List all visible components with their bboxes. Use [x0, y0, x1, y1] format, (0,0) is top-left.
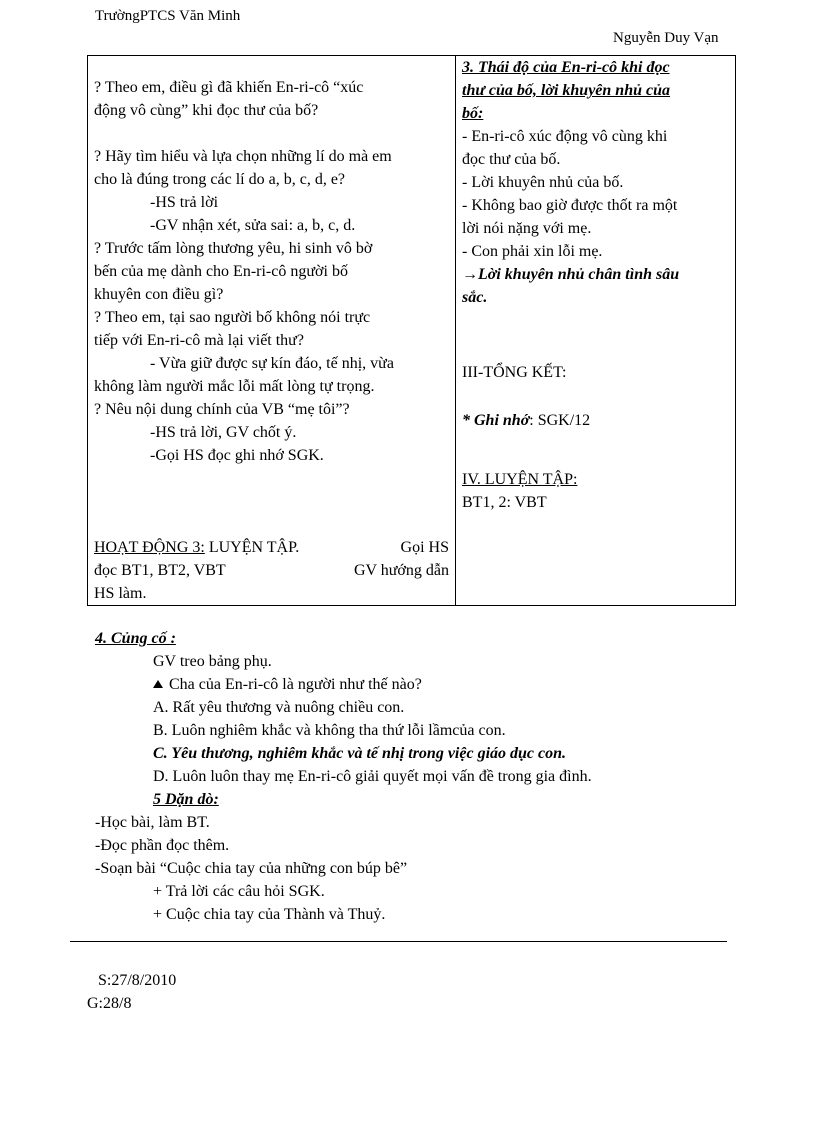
- lesson-table: [87, 55, 736, 606]
- teacher-activity-line: [94, 467, 449, 490]
- teacher-activity-line: ? Hãy tìm hiểu và lựa chọn những lí do mà em: [94, 148, 392, 165]
- option-d: D. Luôn luôn thay mẹ En-ri-cô giải quyết mọi vấn đề trong gia đình.: [153, 768, 592, 785]
- teacher-activity-line: ? Theo em, tại sao người bố không nói trực: [94, 309, 371, 326]
- teacher-activity-line: bến của mẹ dành cho En-ri-cô người bố: [94, 263, 348, 280]
- summary-heading: III-TỔNG KẾT:: [462, 364, 567, 381]
- consolidation-line: GV treo bảng phụ.: [153, 653, 272, 670]
- section-divider: [70, 941, 727, 942]
- lesson-content-cell: [456, 56, 736, 606]
- teacher-activity-line: - Vừa giữ được sự kín đáo, tế nhị, vừa: [150, 355, 394, 372]
- author-name: Nguyễn Duy Vạn: [613, 30, 719, 46]
- section3-title-line: bố:: [462, 105, 484, 122]
- teacher-activities-cell: [88, 56, 456, 606]
- teacher-activity-line: không làm người mắc lỗi mất lòng tự trọng.: [94, 378, 375, 395]
- section3-point: - Lời khuyên nhủ của bố.: [462, 174, 624, 191]
- practice-value: BT1, 2: VBT: [462, 494, 547, 511]
- date-s: S:27/8/2010: [98, 972, 177, 989]
- homework-subline: + Cuộc chia tay của Thành và Thuỷ.: [153, 906, 386, 923]
- question-text: Cha của En-ri-cô là người như thế nào?: [169, 676, 422, 693]
- section3-point: - Con phải xin lỗi mẹ.: [462, 243, 603, 260]
- teacher-activity-line: ? Trước tấm lòng thương yêu, hi sinh vô bờ: [94, 240, 373, 257]
- teacher-activity-line: ? Theo em, điều gì đã khiến En-ri-cô “xúc: [94, 79, 364, 96]
- note-value: : SGK/12: [529, 412, 591, 429]
- activity3-line1: [94, 536, 449, 559]
- triangle-bullet-icon: [153, 680, 163, 688]
- activity3-heading: HOẠT ĐỘNG 3:: [94, 539, 205, 556]
- activity3-title: LUYỆN TẬP.: [204, 539, 300, 556]
- homework-heading: 5 Dặn dò:: [153, 791, 219, 808]
- option-b: B. Luôn nghiêm khắc và không tha thứ lỗi lầmcủa con.: [153, 722, 506, 739]
- homework-line: -Đọc phần đọc thêm.: [95, 837, 230, 854]
- consolidation-section: [95, 627, 755, 926]
- teacher-activity-line: khuyên con điều gì?: [94, 286, 224, 303]
- teacher-activity-line: -GV nhận xét, sửa sai: a, b, c, d.: [150, 217, 356, 234]
- section3-point: - En-ri-cô xúc động vô cùng khi: [462, 128, 668, 145]
- teacher-activity-line: -HS trả lời: [150, 194, 219, 211]
- teacher-activity-line: -Gọi HS đọc ghi nhớ SGK.: [150, 447, 324, 464]
- homework-line: -Soạn bài “Cuộc chia tay của những con búp bê”: [95, 860, 408, 877]
- teacher-activity-line: -HS trả lời, GV chốt ý.: [150, 424, 297, 441]
- activity3-exercises: đọc BT1, BT2, VBT: [94, 562, 226, 579]
- teacher-activity-line: tiếp với En-ri-cô mà lại viết thư?: [94, 332, 304, 349]
- teacher-activity-line: [94, 490, 449, 513]
- section3-point: - Không bao giờ được thốt ra một: [462, 197, 678, 214]
- activity3-guide: GV hướng dẫn: [353, 562, 449, 579]
- section3-title-line: 3. Thái độ của En-ri-cô khi đọc: [462, 59, 670, 76]
- date-g: G:28/8: [87, 995, 132, 1012]
- teacher-activity-line: cho là đúng trong các lí do a, b, c, d, e?: [94, 171, 346, 188]
- teacher-activity-line: động vô cùng” khi đọc thư của bố?: [94, 102, 319, 119]
- conclusion-line: sắc.: [462, 289, 488, 306]
- section3-point: lời nói nặng với mẹ.: [462, 220, 592, 237]
- note-label: * Ghi nhớ: [462, 412, 530, 429]
- consolidation-heading: 4. Củng cố :: [95, 630, 176, 647]
- conclusion-line: →Lời khuyên nhủ chân tình sâu: [462, 266, 680, 283]
- homework-subline: + Trả lời các câu hỏi SGK.: [153, 883, 325, 900]
- section3-title-line: thư của bố, lời khuyên nhủ của: [462, 82, 670, 99]
- practice-heading: IV. LUYỆN TẬP:: [462, 471, 578, 488]
- note-line: [462, 409, 729, 432]
- activity3-line3: HS làm.: [94, 585, 147, 602]
- option-c-correct: C. Yêu thương, nghiêm khắc và tế nhị trong việc giáo dục con.: [153, 745, 567, 762]
- activity3-line2: [94, 559, 449, 582]
- activity3-call: Gọi HS: [400, 539, 449, 556]
- section3-point: đọc thư của bố.: [462, 151, 561, 168]
- teacher-activities: [94, 76, 449, 536]
- question-line: [95, 673, 755, 696]
- homework-line: -Học bài, làm BT.: [95, 814, 210, 831]
- school-name: TrườngPTCS Văn Minh: [95, 8, 241, 24]
- teacher-activity-line: ? Nêu nội dung chính của VB “mẹ tôi”?: [94, 401, 350, 418]
- option-a: A. Rất yêu thương và nuông chiều con.: [153, 699, 405, 716]
- teacher-activity-line: [94, 122, 449, 145]
- teacher-activity-line: [94, 513, 449, 536]
